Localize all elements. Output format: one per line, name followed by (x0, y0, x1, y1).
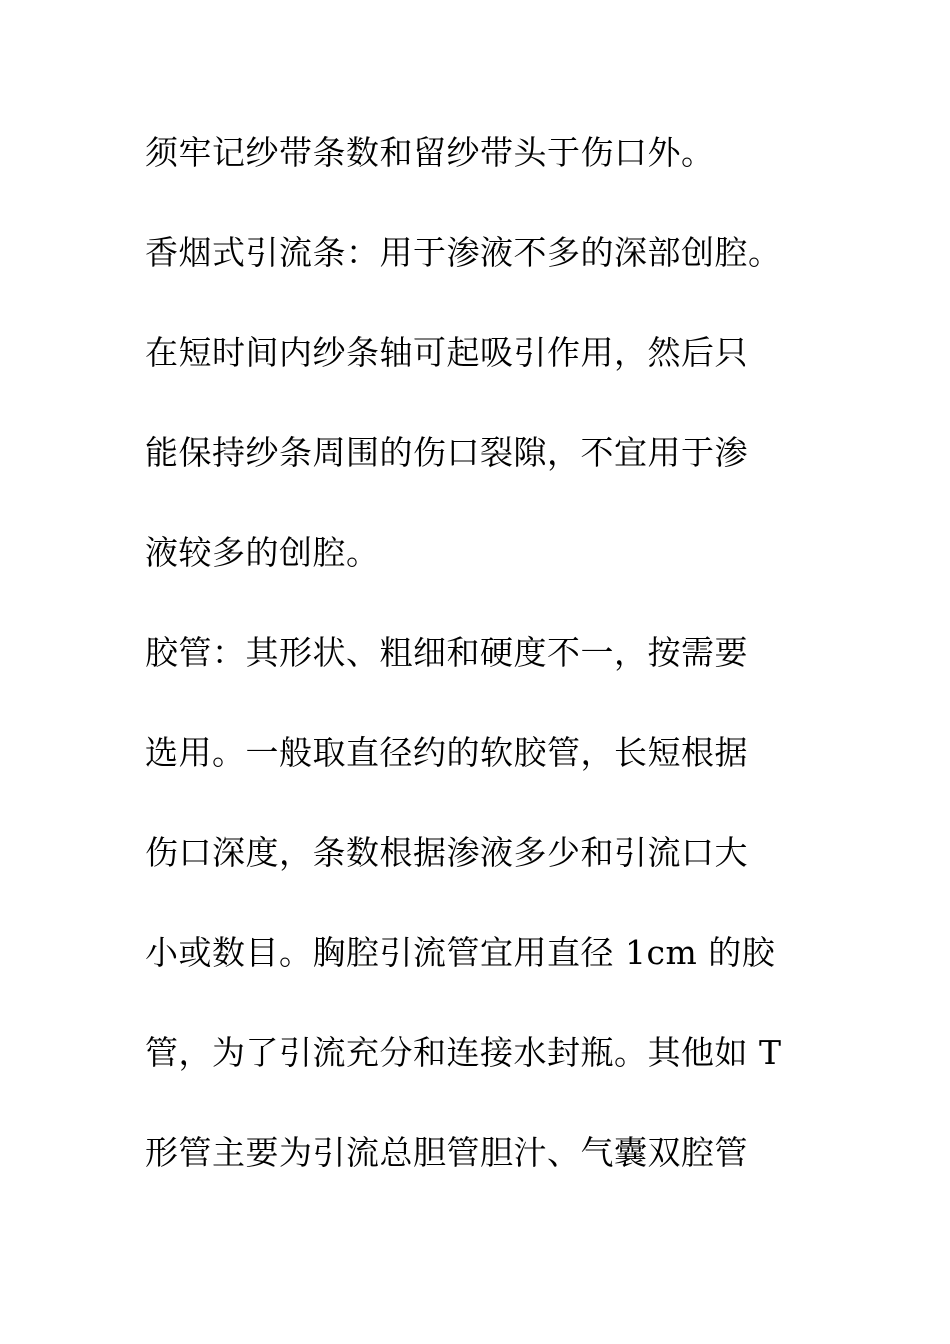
text-line-9: 小或数目。胸腔引流管宜用直径 1cm 的胶 (145, 933, 776, 972)
text-line-2: 香烟式引流条：用于渗液不多的深部创腔。 (145, 233, 782, 272)
text-line-8: 伤口深度，条数根据渗液多少和引流口大 (145, 833, 748, 872)
text-line-3: 在短时间内纱条轴可起吸引作用，然后只 (145, 333, 748, 372)
text-line-7: 选用。一般取直径约的软胶管，长短根据 (145, 733, 748, 772)
text-line-6: 胶管：其形状、粗细和硬度不一，按需要 (145, 633, 748, 672)
text-line-5: 液较多的创腔。 (145, 533, 380, 572)
text-line-1: 须牢记纱带条数和留纱带头于伤口外。 (145, 133, 715, 172)
text-line-10: 管，为了引流充分和连接水封瓶。其他如 T (145, 1033, 782, 1072)
document-body (145, 128, 845, 1228)
text-line-4: 能保持纱条周围的伤口裂隙，不宜用于渗 (145, 433, 748, 472)
text-line-11: 形管主要为引流总胆管胆汁、气囊双腔管 (145, 1133, 748, 1172)
